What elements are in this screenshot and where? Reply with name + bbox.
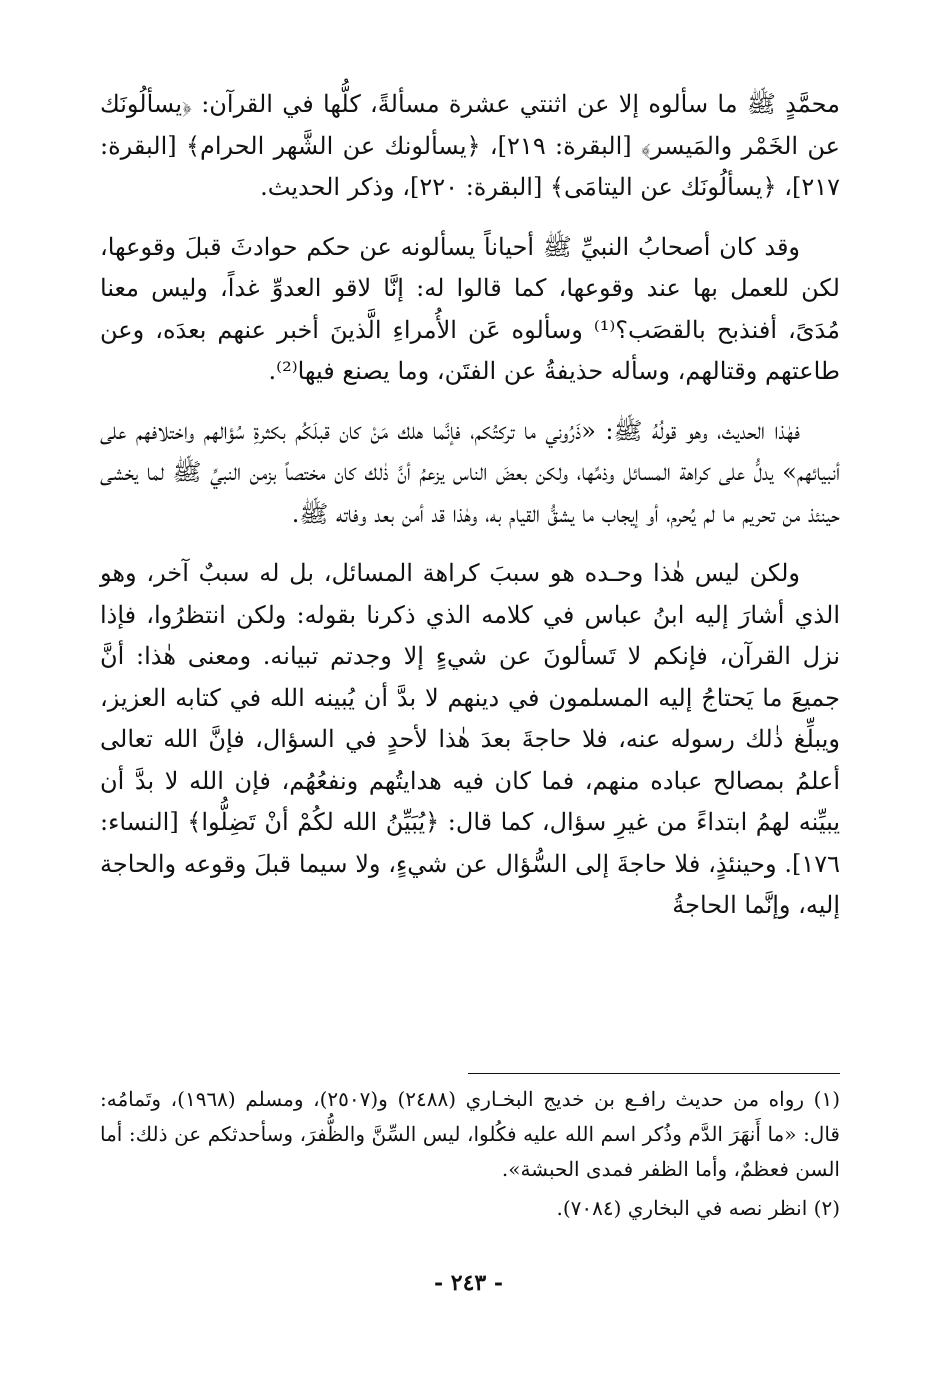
paragraph-3: فهٰذا الحديث، وهو قولُهُ ﷺ: «ذَرُوني ما تركتُكم، فإنَّما هلك مَنْ كان قبلَكُم بكثرةِ سُؤالهم واختلافهم على أنبيائهم» يدلُّ على كراهة المسائل وذمِّها، ولكن بعضَ الناس يزعمُ أنَّ ذٰلك كان مختصاً بزمن النبيِّ ﷺ لما يخشى حينئذ من تحريم ما لم يُحرم، أو إيجاب ما يشقُّ القيام به، وهٰذا قد أمن بعد وفاته ﷺ. xyxy=(100,416,840,528)
paragraph-1: محمَّدٍ ﷺ ما سألوه إلا عن اثنتي عشرة مسألةً، كلُّها في القرآن: ﴿يسألُونَك عن الخَمْر والمَيسر﴾ [البقرة: ٢١٩]، ﴿يسألونك عن الشَّهر الحرام﴾ [البقرة: ٢١٧]، ﴿يسألُونَك عن اليتامَى﴾ [البقرة: ٢٢٠]، وذكر الحديث. xyxy=(100,90,841,201)
footnote-2: (٢) انظر نصه في البخاري (٧٠٨٤). xyxy=(556,1196,840,1220)
paragraph-2: وقد كان أصحابُ النبيِّ ﷺ أحياناً يسألونه عن حكم حوادثَ قبلَ وقوعها، لكن للعمل بها عند وقوعها، كما قالوا له: إنَّا لاقو العدوِّ غداً، وليس معنا مُدَىً، أفنذبح بالقصَب؟⁽¹⁾ وسألوه عَن الأُمراءِ الَّذينَ أخبر عنهم بعدَه، وعن طاعتهم وقتالهم، وسأله حذيفةُ عن الفتَن، وما يصنع فيها⁽²⁾. xyxy=(100,232,840,385)
paragraph-4: ولكن ليس هٰذا وحـده هو سببَ كراهة المسائل، بل له سببٌ آخر، وهو الذي أشارَ إليه ابنُ عباس في كلامه الذي ذكرنا بقوله: ولكن انتظرُوا، فإذا نزل القرآن، فإنكم لا تَسألونَ عن شيءٍ إلا وجدتم تبيانه. ومعنى هٰذا: أنَّ جميعَ ما يَحتاجُ إليه المسلمون في دينهم لا بدَّ أن يُبينه الله في كتابه العزيز، ويبلِّغ ذٰلك رسوله عنه، فلا حاجةَ بعدَ هٰذا لأحدٍ في السؤال، فإنَّ الله تعالى أعلمُ بمصالح عباده منهم، فما كان فيه هدايتُهم ونفعُهُم، فإن الله لا بدَّ أن يبيِّنه لهمُ ابتداءً من غيرِ سؤال، كما قال: ﴿يُبَيِّنُ الله لكُمْ أنْ تَضِلُّوا﴾ [النساء: ١٧٦]. وحينئذٍ، فلا حاجةَ إلى السُّؤال عن شيءٍ، ولا سيما قبلَ وقوعه والحاجة إليه، وإنَّما الحاجةُ xyxy=(100,559,841,919)
footnote-1: (١) رواه من حديث رافـع بن خديج البخـاري (٢٤٨٨) و(٢٥٠٧)، ومسلم (١٩٦٨)، وتَمامُه: قال: «ما أَنهَرَ الدَّم وذُكر اسم الله عليه فكُلوا، ليس السِّنَّ والظُّفرَ، وسأحدثكم عن ذلك: أما السن فعظمٌ، وأما الظفر فمدى الحبشة». xyxy=(100,1087,841,1181)
footnotes xyxy=(100,1082,840,1230)
page-number: - ٢٤٣ - xyxy=(433,1270,504,1296)
main-text xyxy=(100,84,840,945)
footnote-divider xyxy=(468,1073,840,1074)
